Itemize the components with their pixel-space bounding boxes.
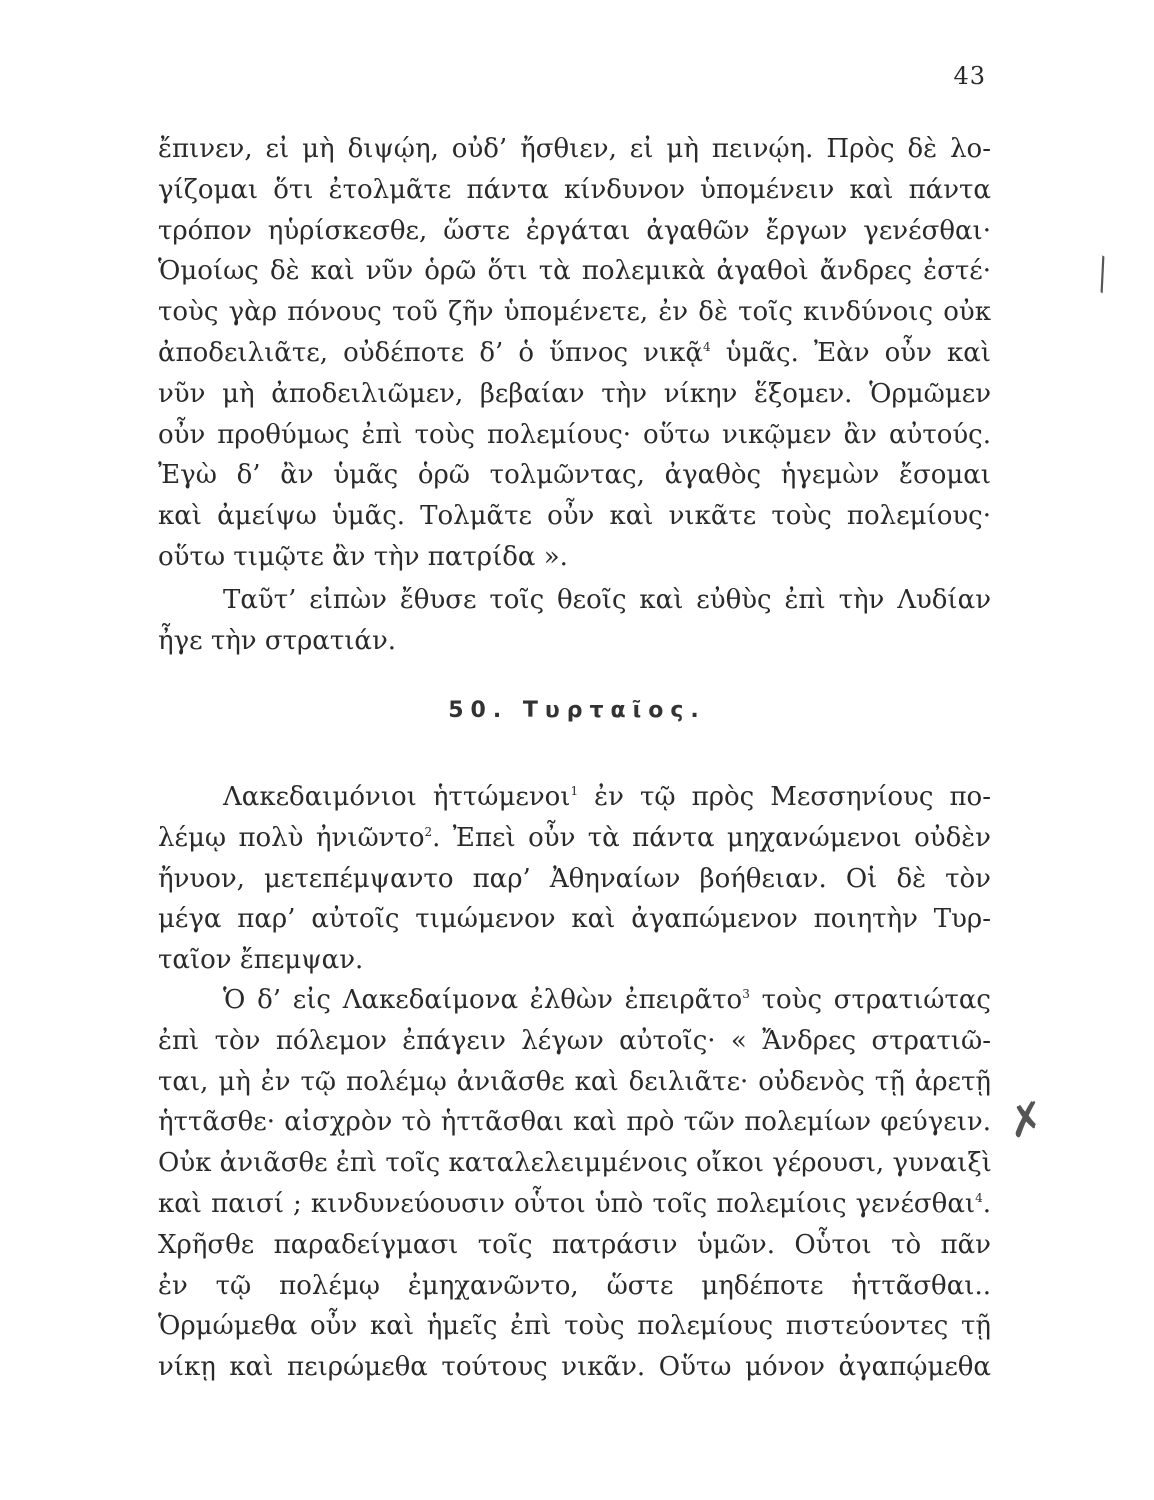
text-line: γίζομαι ὅτι ἐτολμᾶτε πάντα κίνδυνον ὑπομένειν καὶ πάντα: [158, 174, 991, 205]
pencil-stroke-icon: ╲: [1086, 255, 1118, 294]
text-line: ἤνυον, μετεπέμψαντο παρ’ Ἀθηναίων βοήθειαν. Οἱ δὲ τὸν: [158, 863, 991, 894]
paragraph-speech-end: [158, 129, 991, 578]
text-line: Ταῦτ’ εἰπὼν ἔθυσε τοῖς θεοῖς καὶ εὐθὺς ἐπὶ τὴν Λυδίαν: [223, 585, 991, 615]
footnote-marker: 2: [424, 824, 433, 839]
text-segment: .: [982, 1188, 991, 1219]
text-segment: Λακεδαιμόνιοι ἡττώμενοι: [223, 782, 571, 812]
text-line: ταῖον ἔπεμψαν.: [158, 945, 364, 976]
text-segment: Ὁ δ’ εἰς Λακεδαίμονα ἐλθὼν ἐπειρᾶτο: [223, 985, 743, 1015]
text-line: [158, 333, 991, 374]
text-line: τρόπον ηὑρίσκεσθε, ὥστε ἐργάται ἀγαθῶν ἔργων γενέσθαι·: [158, 215, 991, 246]
text-line: οὕτω τιμῷτε ἂν τὴν πατρίδα ».: [158, 541, 568, 572]
text-line: [158, 777, 991, 818]
text-segment: . Ἐπεὶ οὖν τὰ πάντα μηχανώμενοι οὐδὲν: [432, 822, 991, 853]
text-segment: ὑμᾶς. Ἐὰν οὖν καὶ: [710, 337, 991, 368]
text-line: Χρῆσθε παραδείγμασι τοῖς πατράσιν ὑμῶν. Οὗτοι τὸ πᾶν: [158, 1229, 991, 1260]
pencil-x-mark-icon: ✗: [1003, 1091, 1050, 1150]
text-line: Ἐγὼ δ’ ἂν ὑμᾶς ὁρῶ τολμῶντας, ἀγαθὸς ἡγεμὼν ἔσομαι: [158, 460, 991, 491]
text-line: καὶ ἀμείψω ὑμᾶς. Τολμᾶτε οὖν καὶ νικᾶτε τοὺς πολεμίους·: [158, 501, 991, 532]
text-segment: τοὺς στρατιώτας: [749, 985, 991, 1015]
footnote-marker: 4: [975, 1190, 983, 1205]
text-line: ἡττᾶσθε· αἰσχρὸν τὸ ἡττᾶσθαι καὶ πρὸ τῶν πολεμίων φεύγειν.: [158, 1107, 991, 1138]
text-line: ἔπινεν, εἰ μὴ διψῴη, οὐδ’ ἤσθιεν, εἰ μὴ πεινῴη. Πρὸς δὲ λο-: [158, 134, 991, 164]
section-heading: 50. Τυρταῖος.: [448, 698, 706, 723]
paragraph-tyrtaeus-speech: [158, 980, 991, 1388]
text-line: ἐπὶ τὸν πόλεμον ἐπάγειν λέγων αὐτοῖς· « Ἄνδρες στρατιῶ-: [158, 1025, 991, 1056]
text-line: μέγα παρ’ αὐτοῖς τιμώμενον καὶ ἀγαπώμενον ποιητὴν Τυρ-: [158, 904, 991, 935]
text-segment: καὶ παισί ; κινδυνεύουσιν οὗτοι ὑπὸ τοῖς πολεμίοις γενέσθαι: [158, 1188, 976, 1219]
text-line: οὖν προθύμως ἐπὶ τοὺς πολεμίους· οὕτω νικῷμεν ἂν αὐτούς.: [158, 419, 991, 450]
text-line: [158, 1184, 991, 1225]
paragraph-intro: [158, 777, 991, 981]
text-segment: ἀποδειλιᾶτε, οὐδέποτε δ’ ὁ ὕπνος νικᾷ: [158, 337, 703, 368]
text-line: Ὁμοίως δὲ καὶ νῦν ὁρῶ ὅτι τὰ πολεμικὰ ἀγαθοὶ ἄνδρες ἐστέ·: [158, 256, 991, 287]
text-line: ται, μὴ ἐν τῷ πολέμῳ ἀνιᾶσθε καὶ δειλιᾶτε· οὐδενὸς τῇ ἀρετῇ: [158, 1066, 991, 1097]
text-line: τοὺς γὰρ πόνους τοῦ ζῆν ὑπομένετε, ἐν δὲ τοῖς κινδύνοις οὐκ: [158, 297, 991, 328]
text-line: [158, 818, 991, 859]
paragraph-narrative: [158, 580, 991, 662]
text-line: ἐν τῷ πολέμῳ ἐμηχανῶντο, ὥστε μηδέποτε ἡττᾶσθαι..: [158, 1270, 991, 1301]
text-line: [158, 980, 991, 1021]
page-number: 43: [953, 62, 986, 90]
text-line: Ὁρμώμεθα οὖν καὶ ἡμεῖς ἐπὶ τοὺς πολεμίους πιστεύοντες τῇ: [158, 1311, 991, 1342]
text-line: νίκῃ καὶ πειρώμεθα τούτους νικᾶν. Οὕτω μόνον ἀγαπῴμεθα: [158, 1352, 991, 1383]
footnote-marker: 3: [742, 987, 750, 1001]
footnote-marker: 1: [570, 784, 579, 798]
text-line: Οὐκ ἀνιᾶσθε ἐπὶ τοῖς καταλελειμμένοις οἴκοι γέρουσι, γυναιξὶ: [158, 1148, 992, 1179]
text-segment: λέμῳ πολὺ ἠνιῶντο: [158, 822, 425, 853]
footnote-marker: 4: [703, 339, 711, 354]
text-line: ἦγε τὴν στρατιάν.: [158, 625, 397, 656]
text-line: νῦν μὴ ἀποδειλιῶμεν, βεβαίαν τὴν νίκην ἕξομεν. Ὁρμῶμεν: [158, 378, 991, 409]
text-segment: ἐν τῷ πρὸς Μεσσηνίους πο-: [578, 782, 991, 812]
